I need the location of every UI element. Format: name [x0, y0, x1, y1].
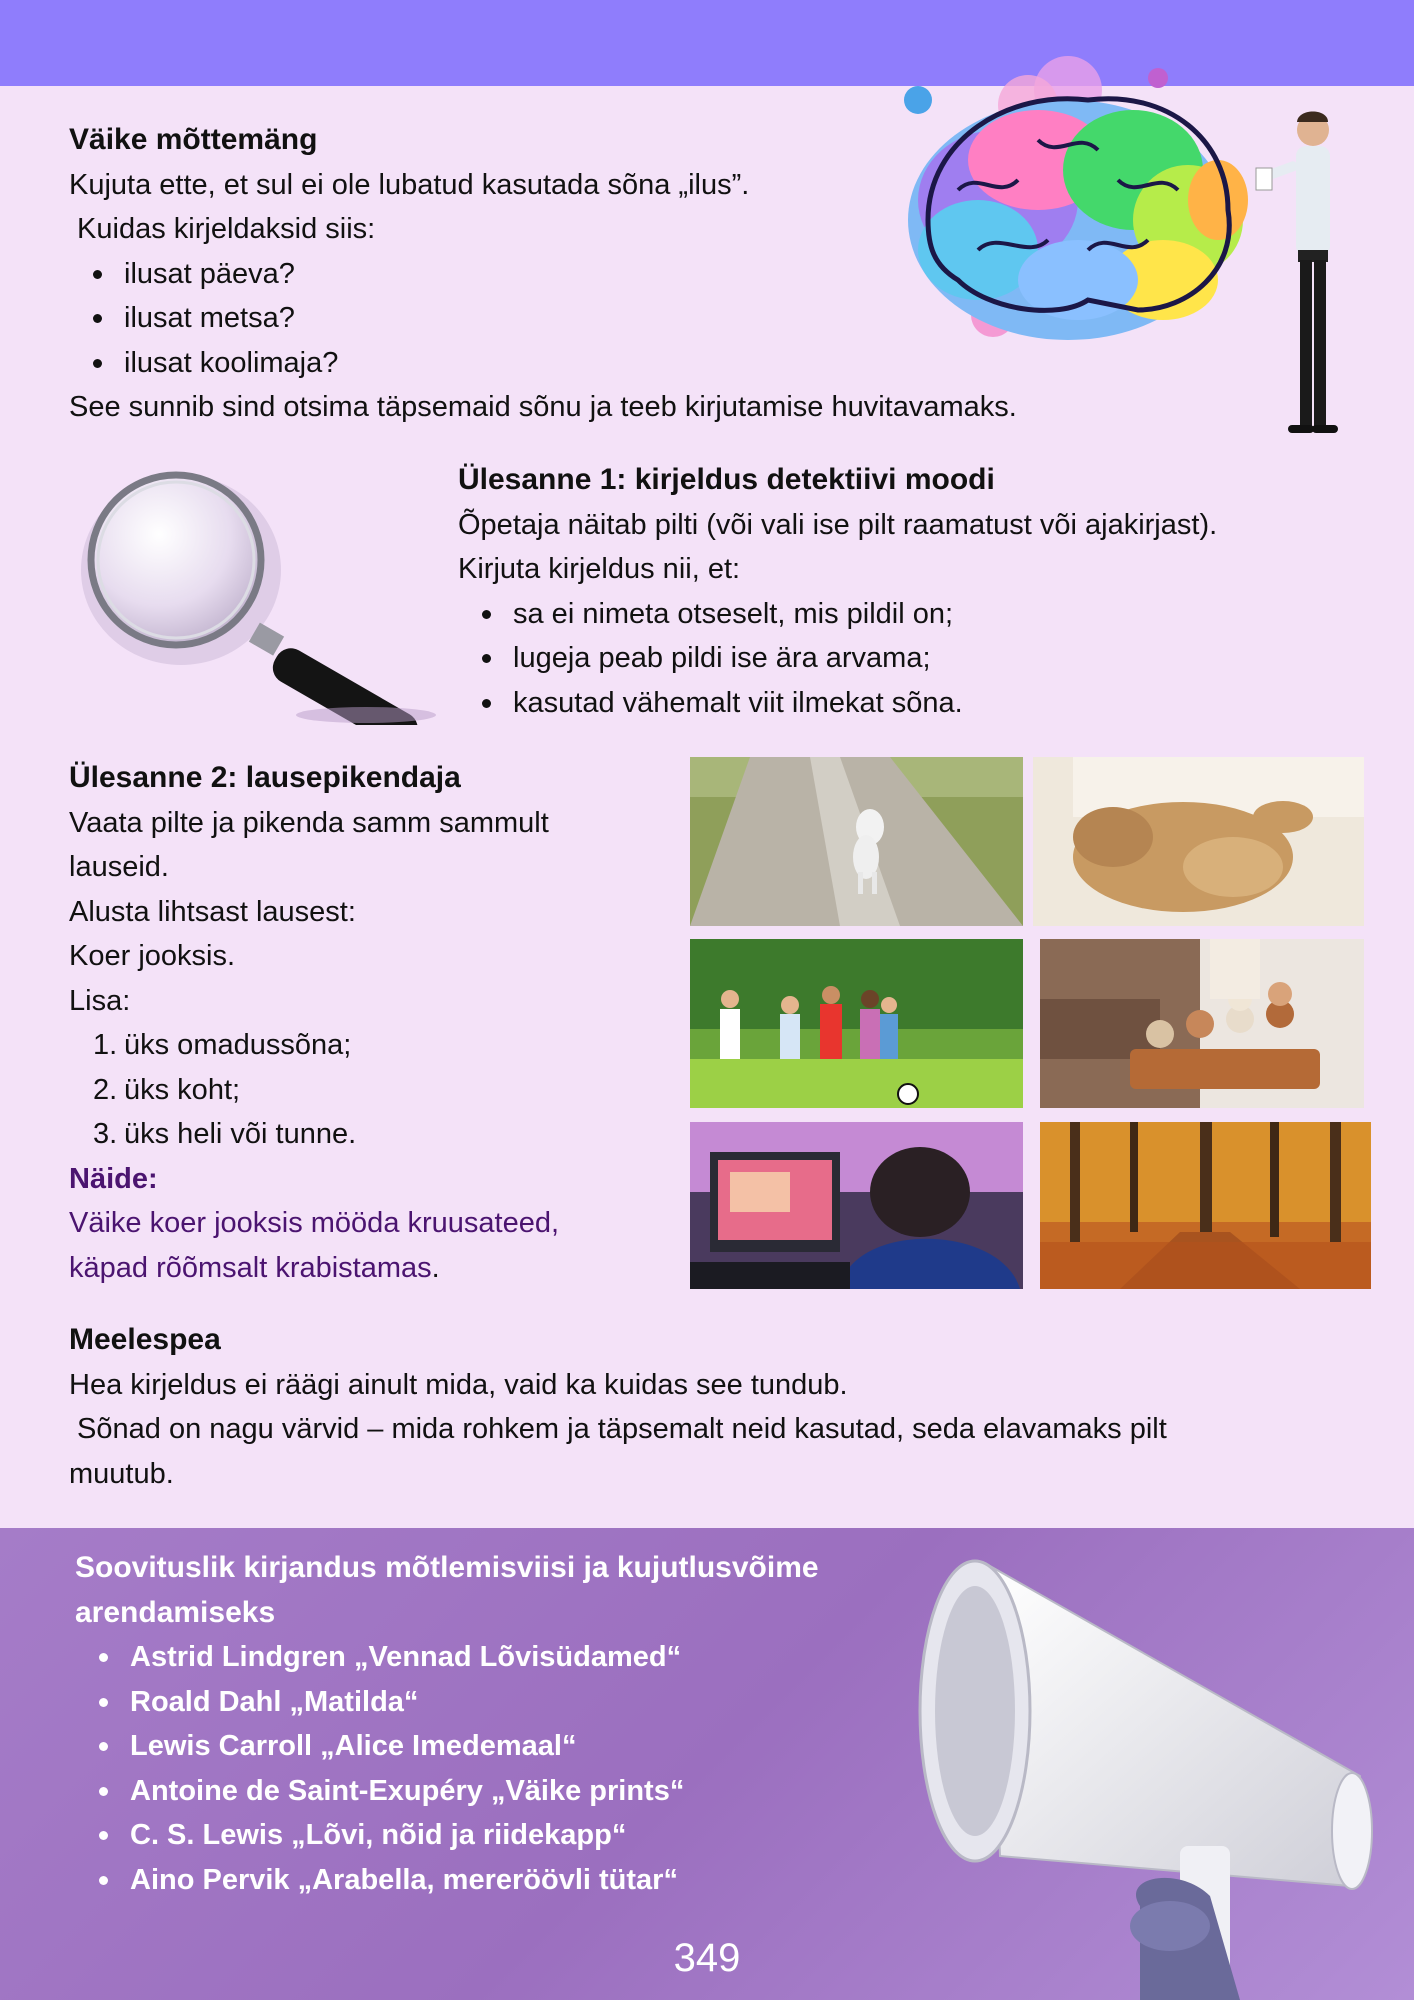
- literature-list: [75, 1635, 819, 1902]
- list-item: kasutad vähemalt viit ilmekat sõna.: [458, 681, 1217, 726]
- photo-boy-at-computer: [690, 1122, 1023, 1289]
- list-item: 3. üks heli või tunne.: [93, 1118, 357, 1150]
- list-item: ilusat päeva?: [69, 252, 1017, 297]
- list-item: 2. üks koht;: [93, 1073, 241, 1106]
- task2-add: Lisa:: [69, 984, 131, 1017]
- task2-start: Alusta lihtsast lausest:: [69, 895, 356, 928]
- list-item: Lewis Carroll „Alice Imedemaal“: [75, 1724, 819, 1769]
- task1-subinstruction: Kirjuta kirjeldus nii, et:: [458, 553, 741, 585]
- task1-title: Ülesanne 1: kirjeldus detektiivi moodi: [458, 463, 995, 496]
- example-line1: Väike koer jooksis mööda kruusateed,: [69, 1207, 560, 1239]
- list-item: Astrid Lindgren „Vennad Lõvisüdamed“: [75, 1635, 819, 1680]
- task2-instruction-line2: lauseid.: [69, 851, 169, 883]
- reminder-line2: Sõnad on nagu värvid – mida rohkem ja täpsemalt neid kasutad, seda elavamaks pilt: [69, 1413, 1167, 1445]
- task2-base-sentence: Koer jooksis.: [69, 940, 236, 972]
- mind-game-list: [69, 252, 1017, 386]
- photo-autumn-forest: [1040, 1122, 1371, 1289]
- mind-game-question: Kuidas kirjeldaksid siis:: [69, 213, 376, 245]
- photo-wooden-abacus-toy: [1040, 939, 1364, 1108]
- list-item: sa ei nimeta otseselt, mis pildil on;: [458, 592, 1217, 637]
- photo-children-playing: [690, 939, 1023, 1108]
- mind-game-conclusion: See sunnib sind otsima täpsemaid sõnu ja teeb kirjutamise huvitavamaks.: [69, 391, 1017, 423]
- megaphone-icon: [880, 1546, 1400, 2000]
- example-line2: käpad rõõmsalt krabistamas.: [69, 1251, 440, 1284]
- page-number: 349: [673, 1936, 741, 1980]
- reminder-title: Meelespea: [69, 1323, 221, 1356]
- task1-list: [458, 592, 1217, 726]
- task2-instruction-line1: Vaata pilte ja pikenda samm sammult: [69, 806, 549, 839]
- reminder-line3: muutub.: [69, 1457, 174, 1490]
- mind-game-intro: Kujuta ette, et sul ei ole lubatud kasutada sõna „ilus”.: [69, 168, 750, 201]
- list-item: ilusat metsa?: [69, 296, 1017, 341]
- list-item: 1. üks omadussõna;: [93, 1029, 352, 1061]
- list-item: Roald Dahl „Matilda“: [75, 1680, 819, 1725]
- list-item: ilusat koolimaja?: [69, 341, 1017, 386]
- task2-list: [69, 1023, 559, 1157]
- list-item: lugeja peab pildi ise ära arvama;: [458, 636, 1217, 681]
- example-label: Näide:: [69, 1162, 158, 1195]
- list-item: Antoine de Saint-Exupéry „Väike prints“: [75, 1769, 819, 1814]
- photo-sleeping-cat: [1033, 757, 1364, 926]
- list-item: C. S. Lewis „Lõvi, nõid ja riidekapp“: [75, 1813, 819, 1858]
- literature-title-line1: Soovituslik kirjandus mõtlemisviisi ja kujutlusvõime: [75, 1551, 819, 1584]
- task2-title: Ülesanne 2: lausepikendaja: [69, 761, 461, 794]
- recommended-literature-panel: [0, 1528, 1414, 2000]
- list-item: Aino Pervik „Arabella, mereröövli tütar“: [75, 1858, 819, 1903]
- photo-dog-on-road: [690, 757, 1023, 926]
- literature-title-line2: arendamiseks: [75, 1595, 276, 1629]
- magnifying-glass-icon: [66, 460, 456, 725]
- reminder-line1: Hea kirjeldus ei räägi ainult mida, vaid ka kuidas see tundub.: [69, 1368, 848, 1401]
- mind-game-title: Väike mõttemäng: [69, 123, 318, 156]
- task1-instruction: Õpetaja näitab pilti (või vali ise pilt raamatust või ajakirjast).: [458, 508, 1218, 541]
